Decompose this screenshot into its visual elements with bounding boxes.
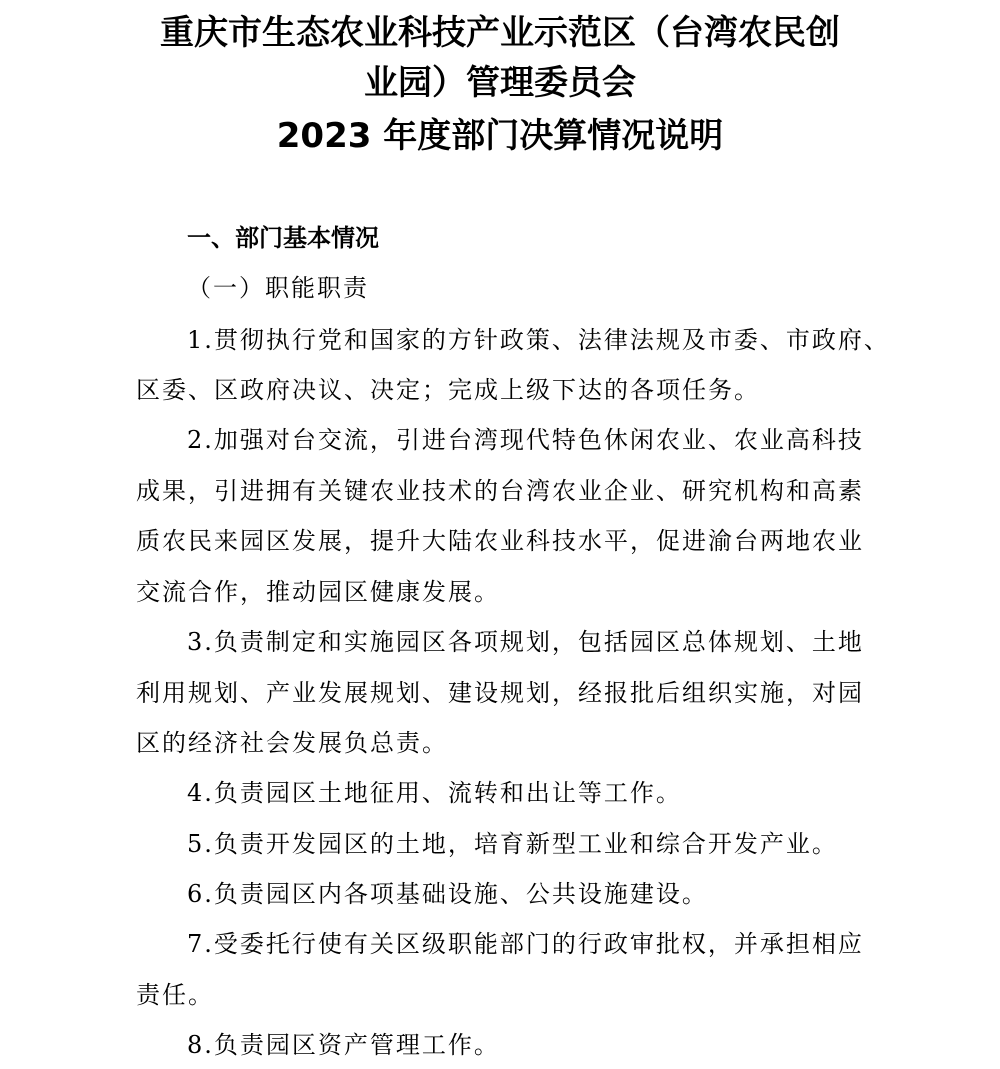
paragraph-line: 6.负责园区内各项基础设施、公共设施建设。 [187,880,708,908]
paragraph-line: 7.受委托行使有关区级职能部门的行政审批权，并承担相应 [187,930,864,958]
paragraph-line: 质农民来园区发展，提升大陆农业科技水平，促进渝台两地农业 [136,527,864,555]
paragraph-line: 8.负责园区资产管理工作。 [187,1031,500,1059]
paragraph-line: 2.加强对台交流，引进台湾现代特色休闲农业、农业高科技 [187,426,864,454]
paragraph-line: 交流合作，推动园区健康发展。 [136,578,500,606]
paragraph-line: 3.负责制定和实施园区各项规划，包括园区总体规划、土地 [187,628,864,656]
paragraph-line: 责任。 [136,981,214,1009]
document-title-line-1: 重庆市生态农业科技产业示范区（台湾农民创 [160,13,840,53]
paragraph-line: 5.负责开发园区的土地，培育新型工业和综合开发产业。 [187,830,838,858]
subsection-heading: （一）职能职责 [187,274,369,302]
paragraph-line: 1.贯彻执行党和国家的方针政策、法律法规及市委、市政府、 [187,326,890,354]
paragraph-line: 成果，引进拥有关键农业技术的台湾农业企业、研究机构和高素 [136,477,864,505]
paragraph-line: 利用规划、产业发展规划、建设规划，经报批后组织实施，对园 [136,679,864,707]
paragraph-line: 区的经济社会发展负总责。 [136,729,448,757]
section-heading: 一、部门基本情况 [187,224,379,252]
paragraph-line: 4.负责园区土地征用、流转和出让等工作。 [187,779,682,807]
document-title-line-3: 2023 年度部门决算情况说明 [276,116,724,156]
paragraph-line: 区委、区政府决议、决定；完成上级下达的各项任务。 [136,376,760,404]
document-title-line-2: 业园）管理委员会 [364,63,636,103]
